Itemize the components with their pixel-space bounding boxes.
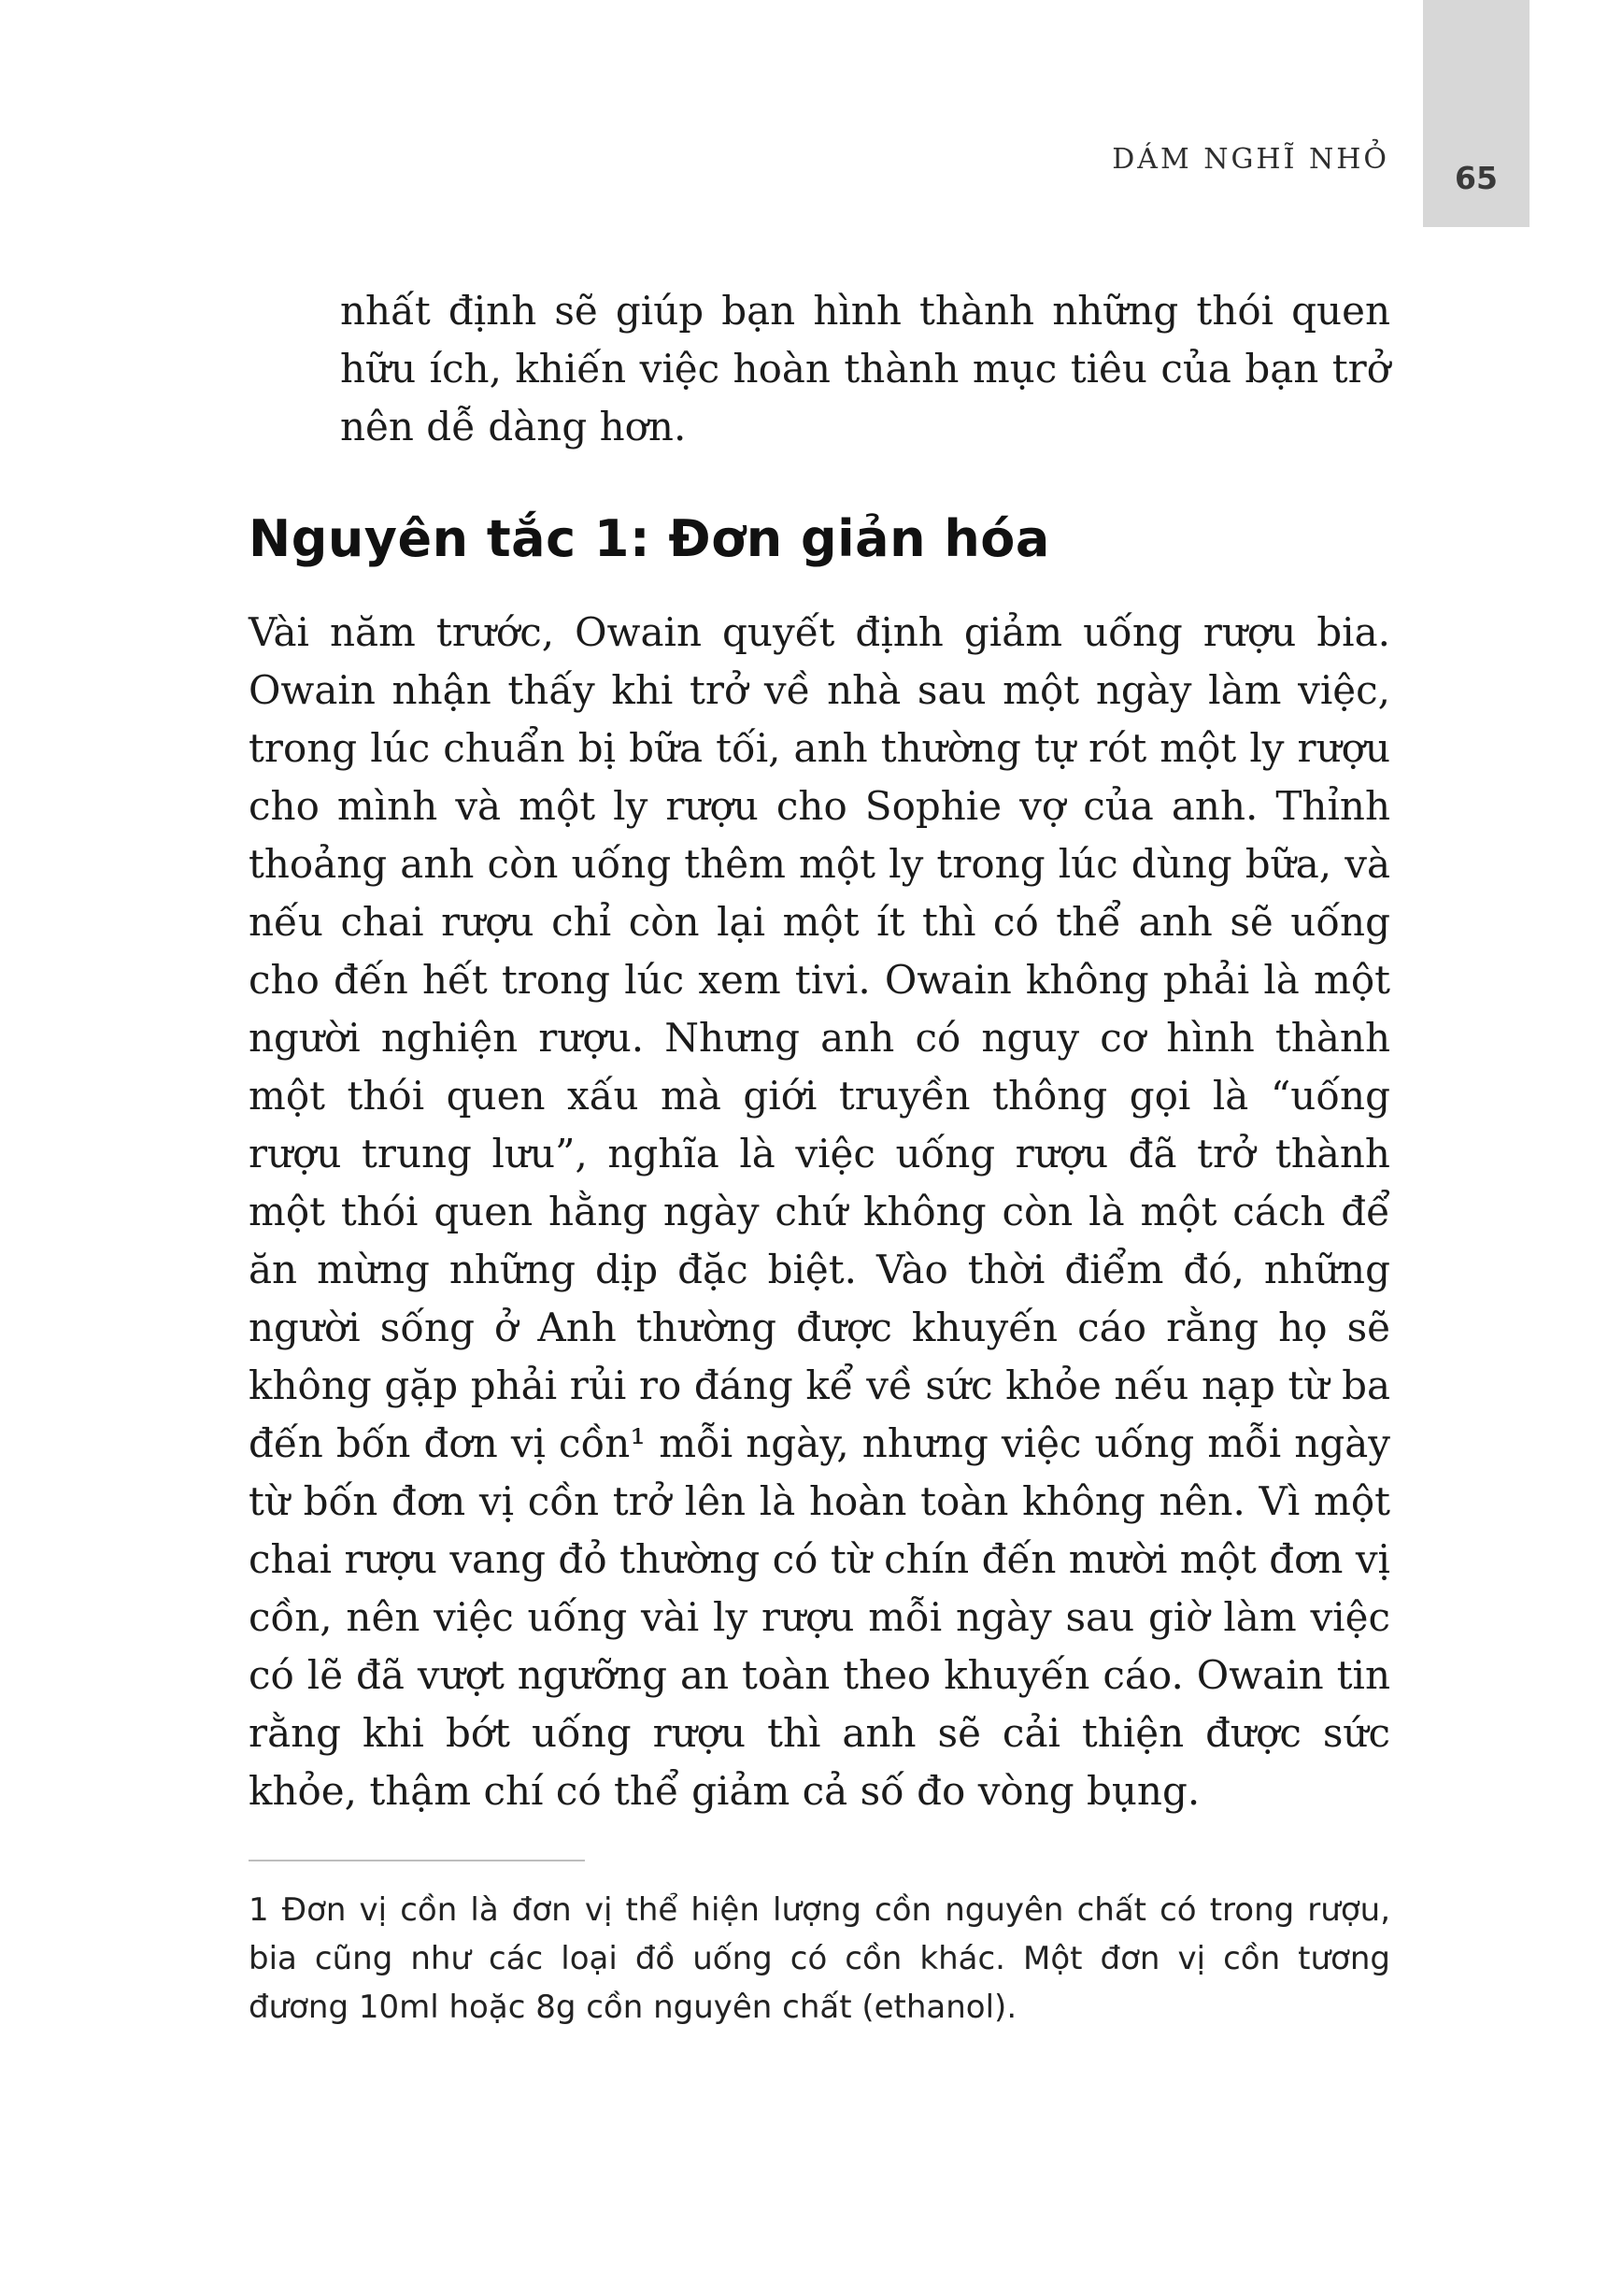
intro-paragraph: nhất định sẽ giúp bạn hình thành những thói quen hữu ích, khiến việc hoàn thành mục tiêu của bạn trở nên dễ dàng hơn. <box>340 288 1390 449</box>
running-header <box>1112 143 1389 176</box>
running-title: DÁM NGHĨ NHỎ <box>1112 143 1389 176</box>
text-column <box>249 282 1390 2032</box>
footnote-divider <box>249 1860 585 1861</box>
body-paragraph: Vài năm trước, Owain quyết định giảm uống rượu bia. Owain nhận thấy khi trở về nhà sau một ngày làm việc, trong lúc chuẩn bị bữa tối, anh thường tự rót một ly rượu cho mình và một ly rượu cho Sophie vợ của anh. Thỉnh thoảng anh còn uống thêm một ly trong lúc dùng bữa, và nếu chai rượu chỉ còn lại một ít thì có thể anh sẽ uống cho đến hết trong lúc xem tivi. Owain không phải là một người nghiện rượu. Nhưng anh có nguy cơ hình thành một thói quen xấu mà giới truyền thông gọi là “uống rượu trung lưu”, nghĩa là việc uống rượu đã trở thành một thói quen hằng ngày chứ không còn là một cách để ăn mừng những dịp đặc biệt. Vào thời điểm đó, những người sống ở Anh thường được khuyến cáo rằng họ sẽ không gặp phải rủi ro đáng kể về sức khỏe nếu nạp từ ba đến bốn đơn vị cồn¹ mỗi ngày, nhưng việc uống mỗi ngày từ bốn đơn vị cồn trở lên là hoàn toàn không nên. Vì một chai rượu vang đỏ thường có từ chín đến mười một đơn vị cồn, nên việc uống vài ly rượu mỗi ngày sau giờ làm việc có lẽ đã vượt ngưỡng an toàn theo khuyến cáo. Owain tin rằng khi bớt uống rượu thì anh sẽ cải thiện được sức khỏe, thậm chí có thể giảm cả số đo vòng bụng. <box>249 609 1390 1815</box>
footnote-text: 1 Đơn vị cồn là đơn vị thể hiện lượng cồn nguyên chất có trong rượu, bia cũng như các loại đồ uống có cồn khác. Một đơn vị cồn tương đương 10ml hoặc 8g cồn nguyên chất (ethanol). <box>249 1891 1390 2027</box>
section-heading: Nguyên tắc 1: Đơn giản hóa <box>249 509 1050 568</box>
page-number-tab <box>1423 0 1530 227</box>
page-number: 65 <box>1455 160 1498 196</box>
